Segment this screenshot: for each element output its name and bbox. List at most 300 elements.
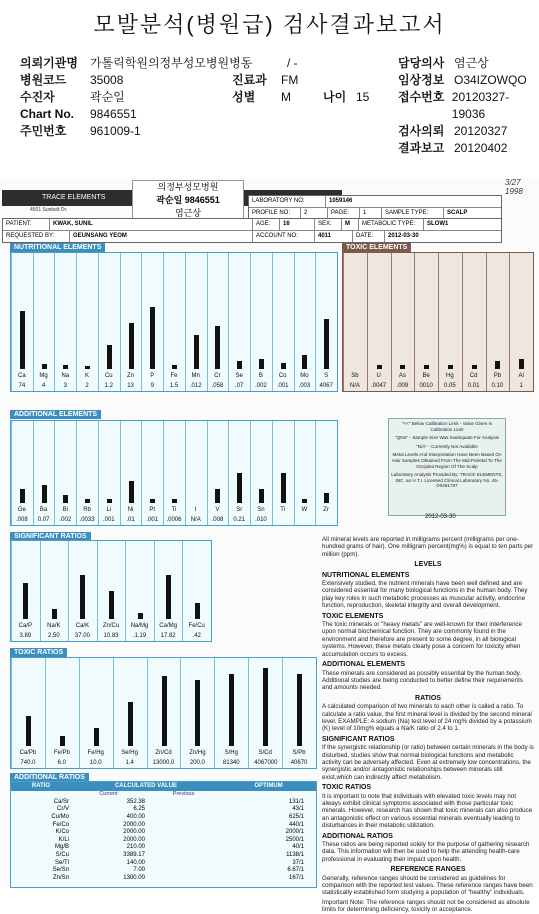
sex-info-label: SEX: (315, 219, 342, 230)
request-date-value: 20120327 (454, 124, 508, 138)
bar-zr (324, 493, 329, 503)
data-label: 81340 (222, 760, 240, 766)
data-label: N/A (190, 517, 201, 523)
data-label: .42 (192, 633, 201, 639)
bar-ti (281, 473, 286, 503)
grid-column (147, 658, 148, 768)
ratio-optimum: 37/1 (292, 859, 304, 866)
grid-column (11, 541, 12, 641)
axis-label: Pt (149, 507, 156, 513)
stamp-date: 2012-03-30 (425, 514, 456, 520)
request-date-label: 검사의뢰 (398, 124, 445, 138)
profile-value: 2 (301, 208, 328, 219)
axis-label: Fe/Cu (188, 623, 205, 629)
axis-label: Rb (83, 507, 91, 513)
toxic-ratios-chart (10, 657, 317, 769)
axis-label: Ca (18, 373, 26, 379)
grid-column (294, 253, 295, 391)
axis-label: Cr (214, 373, 221, 379)
ratio-name: Mg/B (54, 844, 69, 851)
axis-label: Mg (39, 373, 48, 379)
bar-rb (85, 499, 90, 503)
toxic-ratios-title: TOXIC RATIOS (10, 648, 67, 657)
ratio-name: Fe/Co (52, 821, 69, 828)
bar-na (63, 365, 68, 369)
bar-u (377, 365, 382, 369)
ratio-current: 352.38 (126, 798, 145, 805)
nutritional-heading: NUTRITIONAL ELEMENTS (322, 571, 410, 579)
bar-as (400, 365, 405, 369)
data-label: 10.83 (103, 633, 119, 639)
bar-pt (150, 499, 155, 503)
grid-column (180, 658, 181, 768)
hospital-code-label: 병원코드 (20, 73, 67, 87)
ratio-previous (148, 866, 234, 874)
resident-no-value: 961009-1 (90, 124, 141, 138)
header-right (398, 55, 539, 157)
axis-label: Se/Hg (121, 750, 138, 756)
account-label: ACCOUNT NO: (253, 231, 315, 242)
bar-zn-hg (195, 680, 200, 746)
data-label: 1.2 (104, 383, 113, 389)
legend-line-1: "<<" Below Calibration Limit - Value Given Is Calibration Limit (401, 421, 493, 432)
table-row (11, 821, 316, 829)
axis-label: Se (235, 373, 243, 379)
ratio-current: 2000.00 (123, 836, 145, 843)
col-previous: Previous (172, 791, 195, 797)
requested-label: REQUESTED BY: (3, 231, 70, 242)
patient-value: 곽순일 (90, 90, 125, 104)
bar-s-pb (297, 674, 302, 746)
age-value: 15 (356, 90, 370, 104)
axis-label: P (150, 373, 155, 379)
data-label: .001 (102, 517, 115, 523)
grid-column (414, 253, 415, 391)
dept-value: FM (281, 73, 299, 87)
data-label: 0010 (419, 383, 433, 389)
legend-line-3: "N/A" - Currently Not Available (416, 443, 478, 449)
axis-label: Li (106, 507, 112, 513)
axis-label: W (301, 507, 308, 513)
axis-label: Fe/Pb (53, 750, 70, 756)
ratio-current: 6.25 (133, 806, 145, 813)
data-label: 6.0 (57, 760, 66, 766)
axis-label: I (194, 507, 197, 513)
table-row (11, 798, 316, 806)
axis-label: Ca/P (18, 623, 32, 629)
ratios-rows (11, 798, 316, 882)
stamp-line-1: 의정부성모병원 (157, 182, 219, 192)
axis-label: Ni (127, 507, 134, 513)
additional-ratios-title: ADDITIONAL RATIOS (10, 773, 89, 782)
axis-label: Zn (127, 373, 135, 379)
ratio-current: 210.00 (126, 844, 145, 851)
ratio-optimum: 167/1 (288, 874, 304, 881)
axis-label: V (215, 507, 220, 513)
lab-info-right (248, 195, 502, 220)
dept-label: 진료과 (232, 73, 267, 87)
ratio-optimum: 40/1 (292, 844, 304, 851)
col-optimum: OPTIMUM (254, 783, 283, 789)
bar-ca-p (23, 583, 28, 619)
table-row (11, 866, 316, 874)
significant-text: If the synergistic relationship (or ratio) between certain minerals in the body is disturbed, studies show that normal biological functions and metabolic activity can be adversely affected. Even at extremely low concentrations, the synergistic and/or antagonistic relationships between minerals still exist,which can indirectly affect metabolism. (322, 744, 534, 781)
axis-label: Na (61, 373, 70, 379)
bar-fe-cu (195, 603, 200, 619)
ratio-name: Se/Tl (54, 859, 69, 866)
profile-label: PROFILE NO: (249, 208, 301, 219)
axis-label: Zr (323, 507, 329, 513)
bar-ge (20, 489, 25, 503)
data-label: 10.0 (89, 760, 102, 766)
additional-title: ADDITIONAL ELEMENTS (10, 410, 101, 419)
data-label: 3 (63, 383, 67, 389)
grid-column (125, 541, 126, 641)
patient-label: 수진자 (20, 90, 55, 104)
bar-fe-hg (94, 728, 99, 746)
bar-fe-pb (60, 736, 65, 746)
axis-label: Zn/Hg (189, 750, 206, 756)
report-date-label: 결과보고 (398, 141, 445, 155)
table-row (11, 851, 316, 859)
axis-label: U (376, 373, 381, 379)
ratio-previous (148, 844, 234, 852)
sex-label: 성별 (232, 90, 256, 104)
doctor-label: 담당의사 (398, 56, 445, 70)
data-label: .058 (211, 383, 224, 389)
ratio-previous (148, 859, 234, 867)
bar-pb (495, 361, 500, 369)
ratio-name: Cu/Mo (51, 813, 69, 820)
bar-w (302, 499, 307, 503)
legend-line-2: "QNS" - Sample Size Was Inadequate For Analysis (395, 435, 499, 441)
axis-label: Sb (351, 373, 359, 379)
axis-label: S (324, 373, 329, 379)
toxic-ratios-heading: TOXIC RATIOS (322, 784, 372, 792)
data-label: .002 (59, 517, 72, 523)
bar-li (107, 499, 112, 503)
legend-line-5: Laboratory Analysis Provided By: TRACE ELEMENTS, INC. an H.T.I. Licensed Clinical Laboratory No. 45-D0481787 (391, 472, 503, 489)
axis-label: Al (518, 373, 524, 379)
significant-chart (10, 540, 212, 642)
bar-ba (42, 485, 47, 503)
data-label: .009 (396, 383, 409, 389)
bar-hg (448, 365, 453, 369)
bar-ni (129, 481, 134, 503)
axis-label: Zn/Cu (102, 623, 120, 629)
data-label: .010 (255, 517, 267, 523)
additional-ratios-table (10, 781, 317, 888)
axis-label: Ca/Mg (159, 623, 177, 629)
grid-column (98, 253, 99, 391)
header-left (20, 55, 252, 140)
ratio-optimum: 131/1 (288, 798, 304, 805)
bar-mo (302, 355, 307, 369)
data-label: 17.82 (160, 633, 176, 639)
nutritional-chart (10, 252, 338, 392)
hospital-code-value: 35008 (90, 73, 124, 87)
chart-no-value: 9846551 (90, 107, 137, 121)
data-label: 13 (127, 383, 134, 389)
account-value: 4011 (315, 231, 353, 242)
ratio-optimum: 440/1 (288, 821, 304, 828)
bar-ca-mg (166, 575, 171, 619)
axis-label: As (398, 373, 406, 379)
ratio-previous (148, 851, 234, 859)
grid-column (391, 253, 392, 391)
legend-line-4: Metal Levels And Interpretation Have Been Based On Hair Samples Obtained From The Mid-Parietal To The Occipital Region Of The Scalp (392, 452, 502, 469)
bar-se (237, 361, 242, 369)
ratio-name: Ca/Sr (53, 798, 69, 805)
company-address: 4501 Sunbelt Dr. (30, 207, 68, 213)
table-row (11, 836, 316, 844)
bar-ca (20, 311, 25, 369)
legend-box (388, 418, 506, 516)
col-ratio: RATIO (31, 783, 51, 789)
reference-heading: REFERENCE RANGES (390, 866, 466, 874)
ratios-heading: RATIOS (415, 694, 441, 702)
grid-column (185, 253, 186, 391)
bar-cd (472, 365, 477, 369)
axis-label: Fe (170, 373, 178, 379)
table-row (11, 806, 316, 814)
ratios-text: A calculated comparison of two minerals to each other is called a ratio. To calculate a ratio value, the first mineral level is divided by the second mineral level. EXAMPLE: A sodium (Na) test level of 24 mg% divided by a potassium (K) level of 10mg% equals a Na/K ratio of 2.4 to 1. (322, 703, 532, 733)
bar-b (259, 359, 264, 369)
ratio-optimum: 2500/1 (285, 836, 304, 843)
additional-ratios-heading: ADDITIONAL RATIOS (322, 832, 393, 840)
table-row (11, 813, 316, 821)
axis-label: S/Cd (258, 750, 272, 756)
ratio-name: Cr/V (57, 806, 69, 813)
age-info-value: 16 (280, 219, 315, 230)
data-label: 0.21 (233, 517, 246, 523)
page-value: 1 (360, 208, 382, 219)
axis-label: Cu (104, 373, 113, 379)
bar-na-mg (138, 613, 143, 619)
grid-column (11, 658, 12, 768)
ratio-current: 1300.00 (123, 874, 145, 881)
toxic-ratios-text: It is important to note that individuals with elevated toxic levels may not always exhibit clinical symptoms associated with those particular toxic minerals. However, research has shown that toxic minerals can also produce an antagonistic effect on various essential minerals eventually leading to disturbances in their metabolic utilization. (322, 792, 533, 830)
bar-sn (259, 489, 264, 503)
report-title: 모발분석(병원급) 검사결과보고서 (93, 12, 446, 37)
axis-label: B (258, 373, 263, 379)
bar-be (424, 365, 429, 369)
grid-column (462, 253, 463, 391)
nutritional-title: NUTRITIONAL ELEMENTS (10, 243, 105, 252)
ratio-name: Se/Sn (52, 867, 69, 874)
axis-label: Sr (236, 507, 243, 513)
axis-label: Ti (280, 507, 286, 513)
date-value: 2012-03-30 (388, 233, 419, 239)
levels-heading: LEVELS (414, 561, 442, 569)
data-label: .008 (16, 517, 28, 523)
ratio-optimum: 2000/1 (285, 829, 304, 836)
data-label: 1.5 (169, 383, 179, 389)
grid-column (11, 253, 12, 391)
data-label: .01 (126, 517, 135, 523)
bar-k (85, 366, 90, 369)
toxic-text: The toxic minerals or "heavy metals" are well-known for their interference upon normal biochemical function. They are commonly found in the environment and therefore are present to some degree, in all biological systems. However, these metals clearly pose a concern for toxicity when accumulation occurs to excess. (322, 621, 523, 658)
bar-s (324, 319, 329, 369)
sex-value: M (281, 90, 291, 104)
ratio-current: 400.00 (126, 813, 145, 820)
axis-label: S/Pb (292, 750, 306, 756)
sample-value: SCALP (447, 210, 468, 216)
bar-mn (194, 335, 199, 369)
grid-column (97, 541, 98, 641)
axis-label: Bi (62, 507, 68, 513)
bar-zn (129, 323, 134, 369)
significant-title: SIGNIFICANT RATIOS (10, 532, 91, 541)
institution-value: 가톨릭학원의정부성모병원병동 (90, 56, 253, 70)
grid-column (315, 253, 316, 391)
ratio-current: 3389.17 (123, 851, 145, 858)
bar-na-k (52, 609, 57, 619)
axis-label: Pb (493, 373, 502, 379)
ratio-name: Zn/Sn (52, 874, 69, 881)
grid-column (282, 658, 283, 768)
grid-column (45, 658, 46, 768)
axis-label: Fe/Hg (87, 750, 104, 756)
clinical-label: 임상정보 (398, 73, 445, 87)
axis-label: Co (278, 373, 287, 379)
data-label: 37.00 (74, 633, 90, 639)
bar-fe (172, 365, 177, 369)
col-calculated: CALCULATED VALUE (114, 783, 178, 789)
additional-chart (10, 420, 338, 526)
ratio-previous (148, 836, 234, 844)
lab-info-bottom (2, 218, 502, 243)
receipt-value: 20120327-19036 (451, 90, 510, 121)
bar-ca-k (80, 575, 85, 619)
ratio-previous (148, 821, 234, 829)
additional-text: These minerals are considered as possibly essential by the human body. Additional studies are being conducted to better define their requirements and amounts needed. (322, 669, 523, 692)
data-label: .07 (235, 383, 244, 389)
axis-label: Sn (257, 507, 265, 513)
data-label: 200.0 (189, 760, 205, 766)
grid-column (163, 253, 164, 391)
stamp-line-2: 곽순일 9846551 (156, 195, 220, 205)
axis-label: K (85, 373, 90, 379)
ratio-previous (148, 874, 234, 882)
ward-value: / - (287, 56, 298, 70)
col-current: Current (99, 791, 118, 797)
data-label: 1 (519, 383, 523, 389)
grid-column (76, 253, 77, 391)
institution-label: 의뢰기관명 (20, 56, 78, 70)
grid-column (248, 658, 249, 768)
table-row (11, 859, 316, 867)
grid-column (343, 253, 344, 391)
grid-column (272, 253, 273, 391)
ratio-current: 7.00 (133, 867, 145, 874)
axis-label: Cd (469, 373, 478, 379)
data-label: 0.05 (444, 383, 456, 389)
bar-zn-cu (109, 591, 114, 619)
receipt-label: 접수번호 (398, 90, 445, 104)
axis-label: Ti (171, 507, 177, 513)
bar-v (215, 489, 220, 503)
ratio-optimum: 43/1 (292, 806, 304, 813)
bar-bi (63, 495, 68, 503)
additional-ratios-text: These ratios are being reported solely for the purpose of gathering research data. This information will then be used to help the attending health-care professional in evaluating their impact upon health. (322, 841, 530, 863)
handwritten-date: 3/27 1998 (505, 178, 523, 196)
data-label: 0.07 (37, 517, 50, 523)
data-label: .0033 (79, 517, 95, 523)
lab-no-label: LABORATORY NO: (249, 196, 326, 207)
ratio-current: 2000.00 (123, 829, 145, 836)
data-label: .0006 (166, 517, 182, 523)
data-label: N/A (349, 383, 360, 389)
grid-column (509, 253, 510, 391)
resident-no-label: 주민번호 (20, 124, 67, 138)
data-label: .012 (189, 383, 202, 389)
grid-column (141, 253, 142, 391)
grid-column (40, 541, 41, 641)
ratio-previous (148, 798, 234, 806)
toxic-heading: TOXIC ELEMENTS (322, 612, 384, 620)
data-label: 0.10 (491, 383, 504, 389)
axis-label: Ge (17, 507, 26, 513)
axis-label: Ca/K (75, 623, 90, 629)
bar-zn-cd (162, 676, 167, 746)
axis-label: Hg (446, 373, 454, 379)
age-info-label: AGE: (253, 219, 280, 230)
ratio-optimum: 6.67/1 (287, 867, 304, 874)
bar-se-hg (128, 702, 133, 746)
data-label: 13000.0 (152, 760, 175, 766)
data-label: .001 (146, 517, 159, 523)
ratio-name: K/Co (55, 829, 69, 836)
table-row (11, 828, 316, 836)
data-label: .003 (298, 383, 311, 389)
axis-label: Na/Mg (130, 623, 149, 629)
data-label: .002 (255, 383, 267, 389)
data-label: 0.01 (467, 383, 480, 389)
bar-ca-pb (26, 716, 31, 746)
patient-name-label: PATIENT: (3, 219, 50, 230)
data-label: 4067 (319, 383, 333, 389)
sample-label: SAMPLE TYPE: (382, 208, 444, 219)
stamp-line-3: 염근상 (174, 208, 202, 218)
additional-heading: ADDITIONAL ELEMENTS (322, 661, 406, 669)
reference-text: Generally, reference ranges should be considered as guidelines for comparison with the reported test values. These reference ranges have been statistically established form studying a population of "healthy" individuals. (322, 874, 533, 897)
page-label: PAGE: (328, 208, 360, 219)
ratio-name: K/Li (58, 836, 69, 843)
bar-sr (237, 473, 242, 503)
axis-label: Ba (39, 507, 48, 513)
nutritional-text: Extensively studied, the nutrient minerals have been well defined and are considered essential for many biological functions in the human body. They play key roles in such metabolic processes as muscular activity, endocrine function, reproduction, skeletal integrity and overall development. (322, 580, 528, 610)
grid-column (207, 253, 208, 391)
data-label: 740.0 (20, 760, 36, 766)
sex-info-value: M (342, 219, 359, 230)
data-label: 2 (85, 383, 89, 389)
data-label: .008 (211, 517, 224, 523)
data-label: 74 (18, 383, 26, 389)
grid-column (79, 658, 80, 768)
bar-ti (172, 499, 177, 503)
data-label: 4067000 (254, 760, 278, 766)
data-label: 1.4 (125, 760, 134, 766)
bar-s-cd (263, 668, 268, 746)
bar-mg (42, 364, 47, 369)
lab-no-value: 1059146 (329, 198, 353, 204)
report-date-value: 20120402 (454, 141, 508, 155)
bar-s-hg (229, 674, 234, 746)
metabolic-label: METABOLIC TYPE: (359, 219, 424, 230)
bar-cu (107, 345, 112, 369)
clinical-value: O34IZOWQO (454, 73, 527, 87)
